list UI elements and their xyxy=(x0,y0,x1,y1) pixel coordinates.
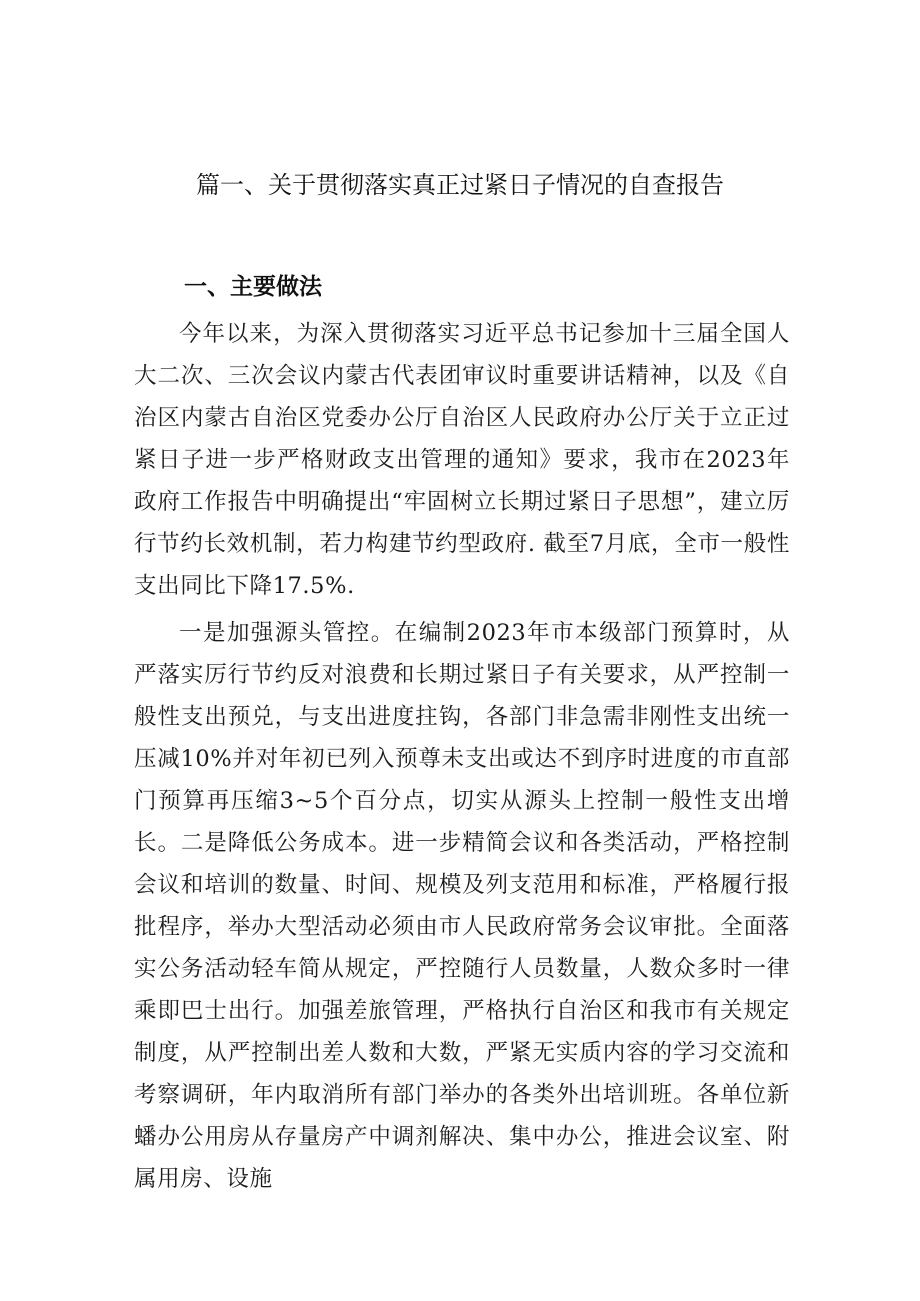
body-paragraph: 一是加强源头管控。在编制2023年市本级部门预算时，从严落实厉行节约反对浪费和长期过紧日子有关要求，从严控制一般性支出预兑，与支出进度拄钩，各部门非急需非刚性支出统一压减10%并对年初已列入预尊未支出或达不到序时进度的市直部门预算再压缩3~5个百分点，切实从源头上控制一般性支出增长。二是降低公务成本。进一步精简会议和各类活动，严格控制会议和培训的数量、时间、规模及列支范用和标准，严格履行报批程序，举办大型活动必须由市人民政府常务会议审批。全面落实公务活动轻车简从规定，严控随行人员数量，人数众多时一律乘即巴士出行。加强差旅管理，严格执行自治区和我市有关规定制度，从严控制出差人数和大数，严紧无实质内容的学习交流和考察调研，年内取消所有部门举办的各类外出培训班。各单位新蟠办公用房从存量房产中调剂解决、集中办公，推进会议室、附属用房、设施 xyxy=(134,620,790,1192)
document-title: 篇一、关于贯彻落实真正过紧日子情况的自查报告 xyxy=(196,171,724,199)
section-heading: 一、主要做法 xyxy=(184,274,322,300)
body-paragraph: 今年以来，为深入贯彻落实习近平总书记参加十三届全国人大二次、三次会议内蒙古代表团审议时重要讲话精神，以及《自治区内蒙古自治区党委办公厅自治区人民政府办公厅关于立正过紧日子进一步严格财政支出管理的通知》要求，我市在2023年政府工作报告中明确提出“牢固树立长期过紧日子思想”，建立厉行节约长效机制，若力构建节约型政府. 截至7月底，全市一般性支出同比下降17.5%. xyxy=(134,321,790,599)
